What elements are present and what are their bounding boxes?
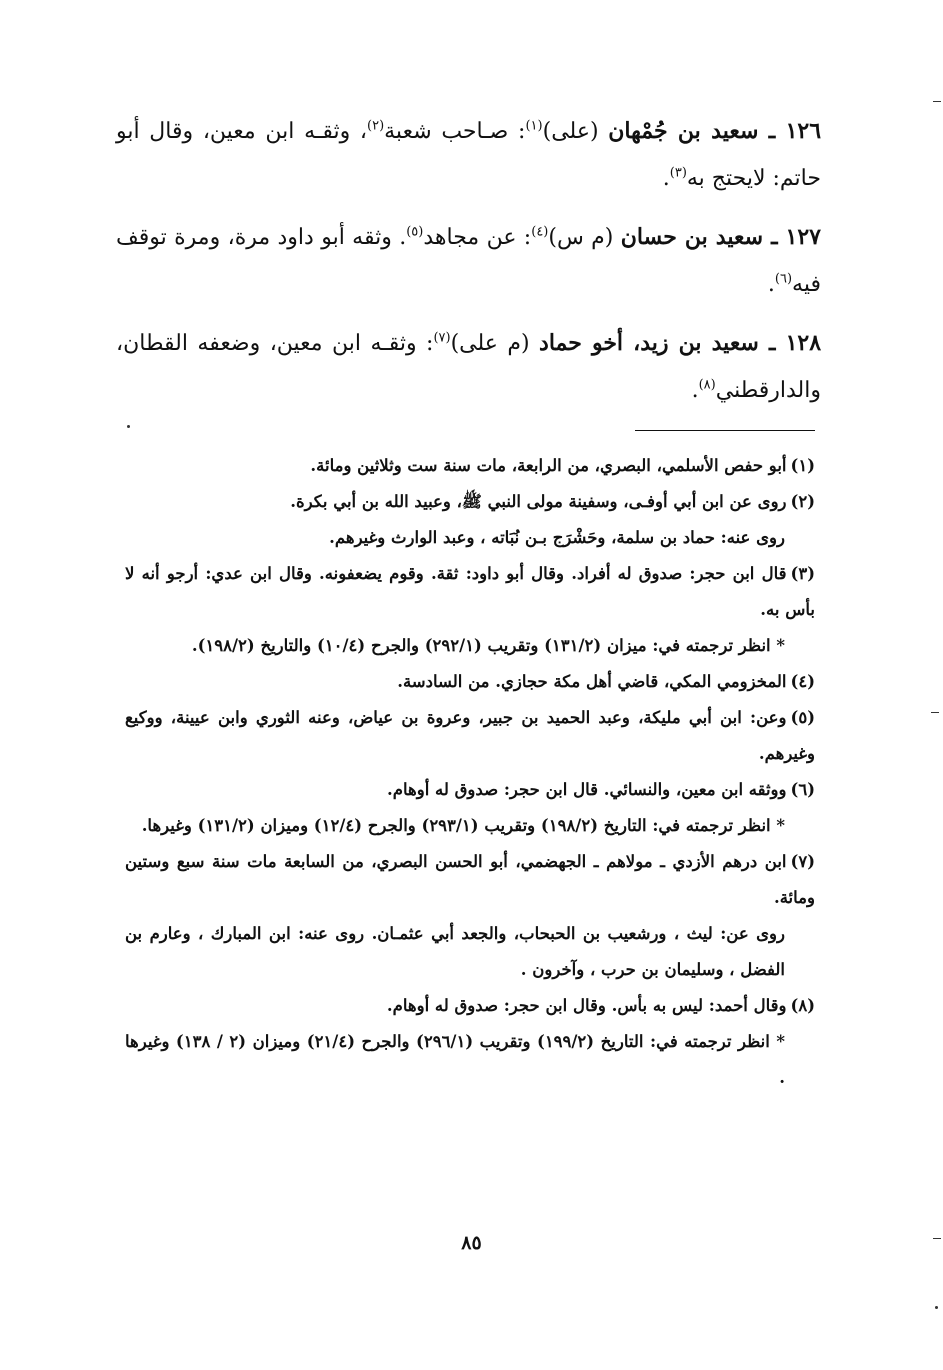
- footnote-ref[interactable]: (٧): [433, 330, 451, 346]
- footnote-ref[interactable]: (١): [525, 118, 543, 134]
- entry-name: سعيد بن جُمْهان: [608, 118, 759, 144]
- footnote-ref[interactable]: (٤): [531, 224, 549, 240]
- margin-mark: [933, 101, 941, 102]
- entry-126: ١٢٦ ـ سعيد بن جُمْهان (على)$^{(١)}$: صـاحب شعبة$^{(٢)}$، وثقـه ابن معين، وقال أبو حاتم: لايحتج به$^{(٣)}$.: [116, 118, 822, 191]
- entry-name: سعيد بن زيد، أخو حماد: [539, 330, 759, 356]
- entry-number: ١٢٨: [785, 330, 822, 356]
- footnote-2: (٢)روى عن ابن أبي أوفـى، وسفينة مولى النبي ﷺ، وعبيد الله بن أبي بكرة. روى عنه: حماد بن سلمة، وحَشْرَج بـن نُبَاته ، وعبد الوارث وغيرهم.: [290, 492, 815, 547]
- entry-siglum: (على): [542, 119, 599, 144]
- entry-number: ١٢٦: [785, 118, 822, 144]
- margin-mark: [931, 712, 939, 713]
- footnote-3: (٣)قال ابن حجر: صدوق له أفراد. وقال أبو داود: ثقة. وقوم يضعفونه. وقال ابن عدي: أرجو أنه لا بأس به. * انظر ترجمته في: ميزان (١٣١/٢) وتقريب (٢٩٢/١) والجرح (١٠/٤) والتاريخ (١٩٨/٢).: [125, 564, 815, 655]
- entry-128: ١٢٨ ـ سعيد بن زيد، أخو حماد (م على)$^{(٧)}$: وثقـه ابن معين، وضعفه القطان، والدارقطني$^{(٨)}$.: [116, 330, 822, 403]
- footnote-1: (١)أبو حفص الأسلمي، البصري، من الرابعة، مات سنة ست وثلاثين ومائة.: [310, 456, 815, 475]
- footnote-separator: [635, 430, 815, 431]
- footnote-ref[interactable]: (٢): [367, 118, 385, 134]
- entry-siglum: (م س): [548, 225, 614, 250]
- footnotes: [125, 448, 815, 1096]
- margin-mark: [933, 1238, 941, 1239]
- entry-number: ١٢٧: [785, 224, 821, 250]
- biographical-entries: [116, 108, 821, 426]
- footnote-ref[interactable]: (٥): [406, 224, 424, 240]
- footnote-5: (٥)وعن: ابن أبي مليكة، وعبد الحميد بن جبير، وعروة بن عياض، وعنه الثوري وابن عيينة، ووكيع وغيرهم.: [125, 708, 815, 763]
- entry-127: ١٢٧ ـ سعيد بن حسان (م س)$^{(٤)}$: عن مجاهد$^{(٥)}$. وثقه أبو داود مرة، ومرة توقف فيه$^{(٦)}$.: [116, 224, 821, 297]
- margin-dot: [935, 1306, 938, 1309]
- footnote-6: (٦)ووثقه ابن معين، والنسائي. قال ابن حجر: صدوق له أوهام. * انظر ترجمته في: التاريخ (١٩٨/٢) وتقريب (٢٩٣/١) والجرح (١٢/٤) وميزان (١٣١/٢) وغيرها.: [141, 780, 815, 835]
- entry-siglum: (م على): [450, 331, 530, 356]
- footnote-4: (٤)المخزومي المكي، قاضي أهل مكة حجازي. من السادسة.: [397, 672, 815, 691]
- margin-dot: [127, 425, 130, 428]
- entry-name: سعيد بن حسان: [620, 224, 764, 250]
- page-number: ٨٥: [461, 1232, 482, 1254]
- footnote-ref[interactable]: (٦): [774, 271, 793, 287]
- footnote-7: (٧)ابن درهم الأزدي ـ مولاهم ـ الجهضمي، أبو الحسن البصري، من السابعة مات سنة سبع وستين ومائة. روى عن: ليث ، ورشعيب بن الحبحاب، والجعد أبي عثمـان. روى عنه: ابن المبارك ، وعارم بن الفضل ، وسليمان بن حرب ، وآخرون .: [125, 852, 815, 979]
- footnote-ref[interactable]: (٣): [669, 165, 687, 181]
- footnote-8: (٨)وقال أحمد: ليس به بأس. وقال ابن حجر: صدوق له أوهام. * انظر ترجمته في: التاريخ (١٩٩/٢) وتقريب (٢٩٦/١) والجرح (٢١/٤) وميزان (٢ / ١٣٨) وغيرها .: [125, 996, 815, 1087]
- footnote-ref[interactable]: (٨): [698, 377, 716, 393]
